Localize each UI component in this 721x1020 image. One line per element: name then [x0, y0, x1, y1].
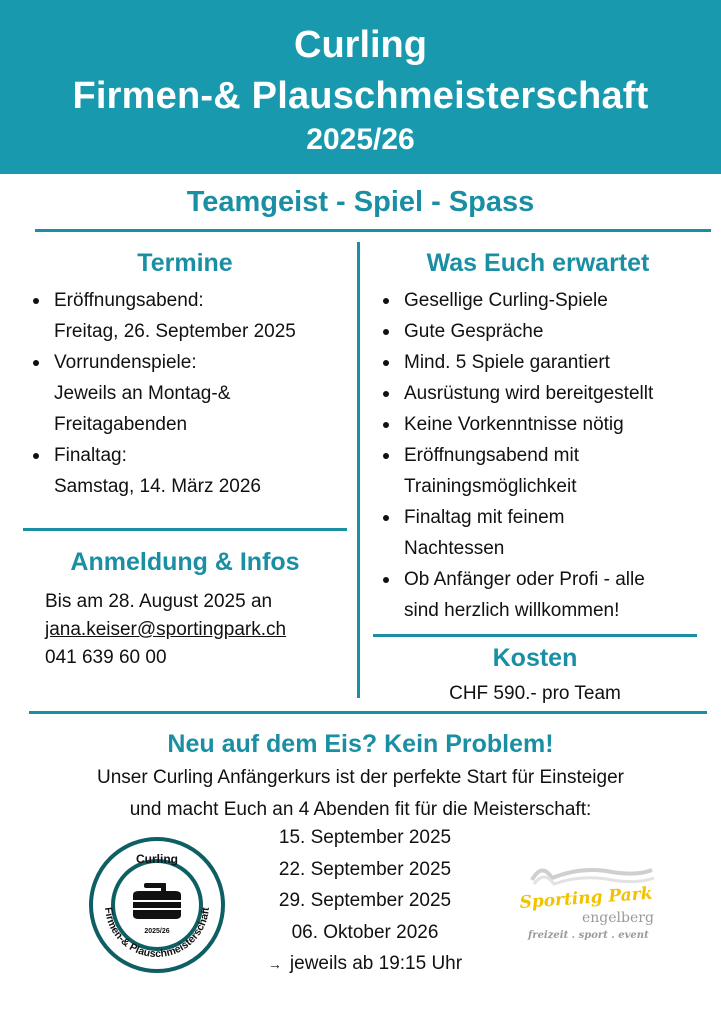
list-item: Mind. 5 Spiele garantiert: [376, 347, 716, 378]
svg-text:freizeit . sport . event: freizeit . sport . event: [528, 930, 649, 941]
course-dates: [230, 822, 500, 981]
section-title-course: Neu auf dem Eis? Kein Problem!: [167, 730, 554, 758]
divider-left-mid: [23, 528, 347, 531]
section-title-anmeldung: Anmeldung & Infos: [70, 548, 300, 576]
list-item: Gesellige Curling-Spiele: [376, 285, 716, 316]
course-date: 22. September 2025: [278, 858, 452, 880]
list-item: Finaltag mit feinem Nachtessen: [376, 502, 716, 564]
price-text: CHF 590.- pro Team: [449, 683, 621, 704]
svg-text:Firmen-& Plauschmeisterschaft: Firmen-& Plauschmeisterschaft: [101, 906, 212, 961]
sporting-park-logo: [512, 858, 662, 946]
erwartet-list: [376, 285, 716, 626]
course-intro: Unser Curling Anfängerkurs ist der perfekte Start für Einsteiger und macht Euch an 4 Abenden fit für die Meisterschaft:: [97, 767, 624, 820]
list-item: Eröffnungsabend: Freitag, 26. September 2025: [26, 285, 346, 347]
section-title-termine: Termine: [137, 249, 233, 277]
phone-number: 041 639 60 00: [45, 647, 167, 668]
course-time-note: → jeweils ab 19:15 Uhr: [267, 953, 463, 974]
course-date: 29. September 2025: [278, 890, 452, 911]
header-banner: [0, 0, 721, 174]
termine-list: [26, 285, 346, 502]
arrow-right-icon: →: [267, 956, 282, 972]
anmeldung-info: [45, 588, 350, 672]
email-link[interactable]: jana.keiser@sportingpark.ch: [45, 619, 287, 640]
course-date: 06. Oktober 2026: [291, 921, 439, 943]
course-date: 15. September 2025: [278, 827, 452, 848]
list-item: Ausrüstung wird bereitgestellt: [376, 378, 716, 409]
title-line-1: Curling: [294, 24, 427, 66]
list-item: Finaltag: Samstag, 14. März 2026: [26, 440, 346, 502]
divider-top: [35, 229, 711, 232]
season-label: 2025/26: [306, 123, 415, 156]
svg-text:engelberg: engelberg: [582, 910, 654, 926]
divider-bottom: [29, 711, 707, 714]
section-title-kosten: Kosten: [492, 644, 578, 672]
divider-vertical: [357, 242, 360, 698]
tagline: Teamgeist - Spiel - Spass: [186, 186, 535, 218]
title-line-2: Firmen-& Plauschmeisterschaft: [72, 75, 649, 117]
list-item: Eröffnungsabend mit Trainingsmöglichkeit: [376, 440, 716, 502]
svg-text:Curling: Curling: [136, 852, 178, 866]
deadline-text: Bis am 28. August 2025 an: [45, 591, 273, 612]
list-item: Ob Anfänger oder Profi - alle sind herzlich willkommen!: [376, 564, 716, 626]
divider-right-mid: [373, 634, 697, 637]
list-item: Keine Vorkenntnisse nötig: [376, 409, 716, 440]
championship-badge: [87, 835, 227, 975]
svg-text:Sporting Park: Sporting Park: [518, 883, 654, 913]
list-item: Gute Gespräche: [376, 316, 716, 347]
section-title-erwartet: Was Euch erwartet: [426, 249, 650, 277]
svg-text:2025/26: 2025/26: [144, 928, 170, 935]
list-item: Vorrundenspiele: Jeweils an Montag-& Freitagabenden: [26, 347, 346, 440]
